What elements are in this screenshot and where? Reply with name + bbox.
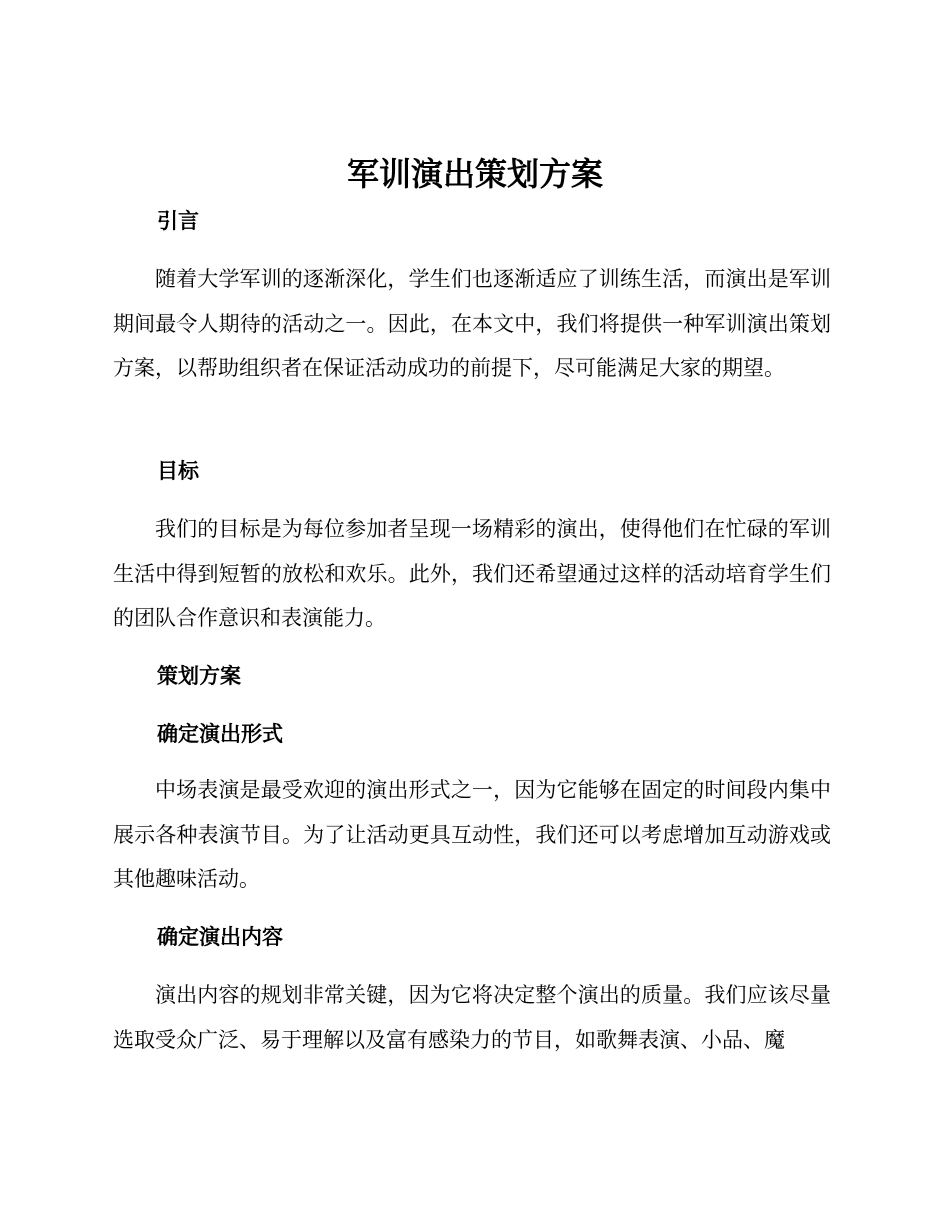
document-title: 军训演出策划方案: [346, 155, 603, 193]
section-heading-plan: 策划方案: [157, 664, 241, 688]
section-heading-goal: 目标: [157, 459, 199, 483]
section-paragraph-performance-content: 演出内容的规划非常关键，因为它将决定整个演出的质量。我们应该尽量选取受众广泛、易于理解以及富有感染力的节目，如歌舞表演、小品、魔: [113, 983, 831, 1052]
section-paragraph-performance-form: 中场表演是最受欢迎的演出形式之一，因为它能够在固定的时间段内集中展示各种表演节目。为了让活动更具互动性，我们还可以考虑增加互动游戏或其他趣味活动。: [113, 778, 831, 891]
section-heading-introduction: 引言: [157, 209, 199, 233]
section-heading-performance-content: 确定演出内容: [157, 925, 283, 949]
section-heading-performance-form: 确定演出形式: [157, 722, 283, 746]
section-paragraph-introduction: 随着大学军训的逐渐深化，学生们也逐渐适应了训练生活，而演出是军训期间最令人期待的活动之一。因此，在本文中，我们将提供一种军训演出策划方案，以帮助组织者在保证活动成功的前提下，尽可能满足大家的期望。: [113, 267, 831, 380]
section-paragraph-goal: 我们的目标是为每位参加者呈现一场精彩的演出，使得他们在忙碌的军训生活中得到短暂的放松和欢乐。此外，我们还希望通过这样的活动培育学生们的团队合作意识和表演能力。: [113, 517, 831, 630]
